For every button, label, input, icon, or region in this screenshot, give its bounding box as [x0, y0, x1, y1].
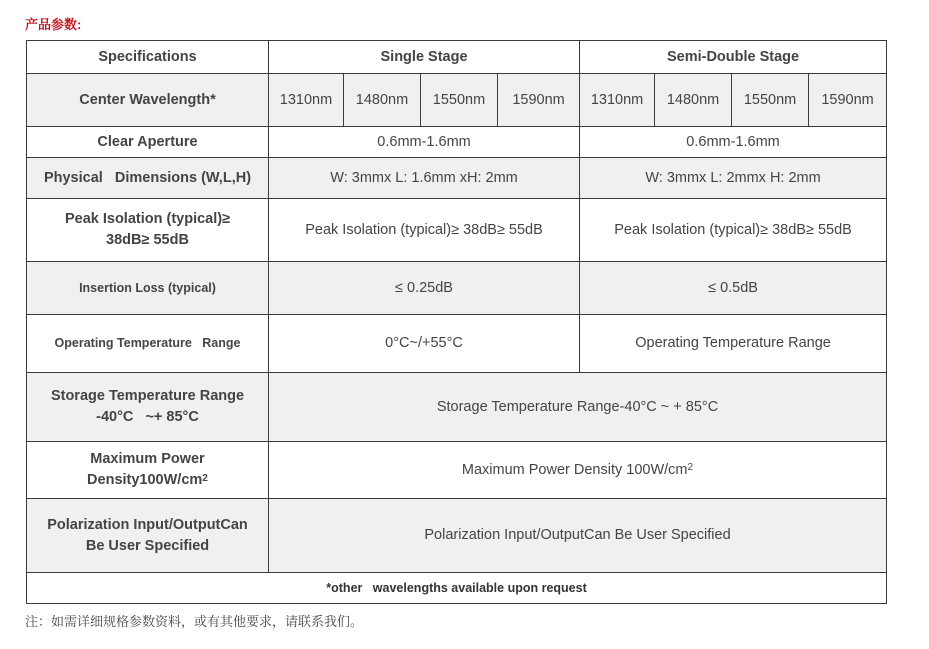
- max-power-density-text: Maximum Power Density 100W/cm: [461, 461, 688, 478]
- semi-wavelength-1590: 1590nm: [809, 74, 887, 127]
- row-peak-isolation: [27, 199, 887, 262]
- label-storage-temperature-line2: -40°C ~+ 85°C: [96, 409, 199, 425]
- contact-note: 注：如需详细规格参数资料，或有其他要求，请联系我们。: [25, 614, 364, 629]
- label-storage-temperature-line1: Storage Temperature Range: [50, 388, 245, 404]
- row-center-wavelength: [27, 74, 887, 127]
- label-max-power-line1: Maximum Power: [90, 451, 205, 467]
- single-operating-temperature: 0°C~/+55°C: [269, 315, 580, 373]
- semi-wavelength-1480: 1480nm: [655, 74, 732, 127]
- label-max-power-line2: Density100W/cm: [87, 472, 203, 488]
- semi-wavelength-1310: 1310nm: [580, 74, 655, 127]
- header-specifications: Specifications: [27, 41, 269, 74]
- single-peak-isolation: Peak Isolation (typical)≥ 38dB≥ 55dB: [269, 199, 580, 262]
- row-clear-aperture: [27, 127, 887, 158]
- row-insertion-loss: [27, 262, 887, 315]
- storage-temperature-value: Storage Temperature Range-40°C ~ + 85°C: [269, 373, 887, 442]
- label-polarization-line2: Be User Specified: [85, 537, 210, 554]
- row-physical-dimensions: [27, 158, 887, 199]
- single-wavelength-1310: 1310nm: [269, 74, 344, 127]
- single-physical-dimensions: W: 3mmx L: 1.6mm xH: 2mm: [269, 158, 580, 199]
- row-operating-temperature: [27, 315, 887, 373]
- label-center-wavelength: Center Wavelength*: [27, 74, 269, 127]
- semi-operating-temperature: Operating Temperature Range: [580, 315, 887, 373]
- max-power-density-sup: 2: [687, 462, 694, 474]
- semi-wavelength-1550: 1550nm: [732, 74, 809, 127]
- row-polarization: [27, 499, 887, 573]
- label-peak-isolation-line1: Peak Isolation (typical)≥: [64, 211, 231, 227]
- semi-clear-aperture: 0.6mm-1.6mm: [580, 127, 887, 158]
- max-power-density-value: [269, 442, 887, 499]
- semi-physical-dimensions: W: 3mmx L: 2mmx H: 2mm: [580, 158, 887, 199]
- label-max-power-density: [27, 442, 269, 499]
- row-max-power-density: [27, 442, 887, 499]
- table-footnote: *other wavelengths available upon request: [27, 573, 887, 604]
- single-insertion-loss: ≤ 0.25dB: [269, 262, 580, 315]
- label-polarization-line1: Polarization Input/OutputCan: [47, 516, 248, 533]
- label-operating-temperature: Operating Temperature Range: [27, 315, 269, 373]
- polarization-value: Polarization Input/OutputCan Be User Specified: [269, 499, 887, 573]
- single-wavelength-1550: 1550nm: [421, 74, 498, 127]
- single-wavelength-1480: 1480nm: [344, 74, 421, 127]
- label-peak-isolation: [27, 199, 269, 262]
- single-wavelength-1590: 1590nm: [498, 74, 580, 127]
- row-storage-temperature: [27, 373, 887, 442]
- label-insertion-loss: Insertion Loss (typical): [27, 262, 269, 315]
- table-header-row: [27, 41, 887, 74]
- header-single-stage: Single Stage: [269, 41, 580, 74]
- semi-peak-isolation: Peak Isolation (typical)≥ 38dB≥ 55dB: [580, 199, 887, 262]
- row-footnote: [27, 573, 887, 604]
- label-polarization: [27, 499, 269, 573]
- section-title: 产品参数:: [25, 17, 82, 32]
- header-semi-double-stage: Semi-Double Stage: [580, 41, 887, 74]
- label-max-power-sup: 2: [202, 472, 208, 484]
- label-storage-temperature: [27, 373, 269, 442]
- label-clear-aperture: Clear Aperture: [27, 127, 269, 158]
- label-peak-isolation-line2: 38dB≥ 55dB: [106, 232, 189, 248]
- specifications-table: [26, 40, 887, 604]
- single-clear-aperture: 0.6mm-1.6mm: [269, 127, 580, 158]
- label-physical-dimensions: Physical Dimensions (W,L,H): [27, 158, 269, 199]
- semi-insertion-loss: ≤ 0.5dB: [580, 262, 887, 315]
